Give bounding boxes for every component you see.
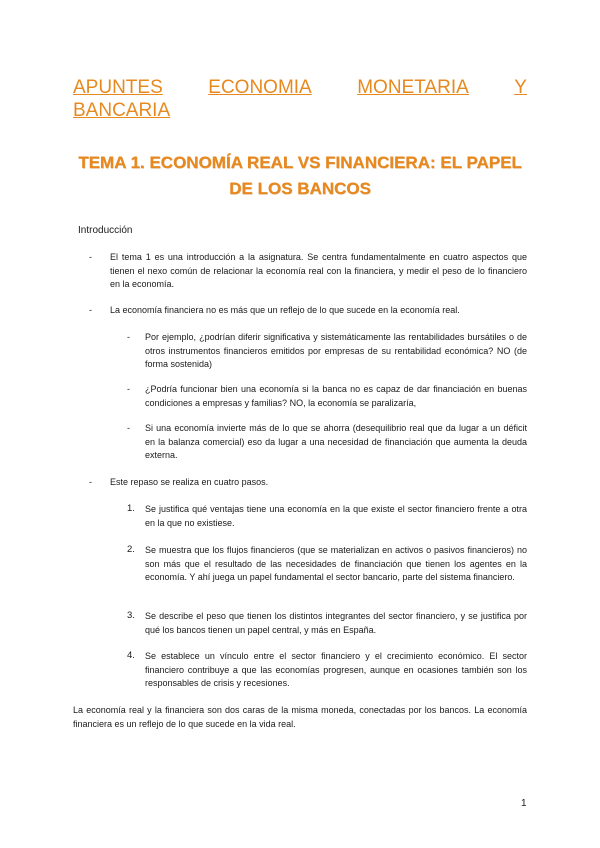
step-text: Se describe el peso que tienen los distintos integrantes del sector financiero, y se justifica por qué los bancos tienen un papel central, y más en España.: [145, 611, 527, 635]
bullet-dash: -: [89, 252, 92, 262]
closing-paragraph: La economía real y la financiera son dos caras de la misma moneda, conectadas por los bancos. La economía financiera es un reflejo de lo que sucede en la vida real.: [73, 705, 527, 729]
step-number: 1.: [127, 503, 135, 514]
bullet-text: Este repaso se realiza en cuatro pasos.: [110, 477, 269, 487]
step-text: Se establece un vínculo entre el sector financiero y el crecimiento económico. El sector financiero contribuye a que las economías progresen, aunque en ocasiones también son los responsables de crisis y recesiones.: [145, 651, 527, 688]
sub-bullet-text: ¿Podría funcionar bien una economía si la banca no es capaz de dar financiación en buenas condiciones a empresas y familias? NO, la economía se paralizaría,: [145, 384, 527, 408]
title-word: APUNTES: [73, 77, 163, 98]
bullet-dash: -: [89, 477, 92, 487]
title-word: ECONOMIA: [208, 77, 312, 98]
section-heading: Introducción: [78, 225, 133, 236]
sub-bullet-text: Por ejemplo, ¿podrían diferir significativa y sistemáticamente las rentabilidades bursátiles o de otros instrumentos financieros emitidos por empresas de su rentabilidad económica? NO (de forma sostenida): [145, 332, 527, 369]
step-number: 3.: [127, 610, 135, 621]
sub-bullet-dash: -: [127, 423, 130, 433]
step-text: Se muestra que los flujos financieros (que se materializan en activos o pasivos financieros) no son más que el resultado de las necesidades de financiación que tienen los agentes en la economía. Y ahí juega un papel fundamental el sector bancario, parte del sistema financiero.: [145, 545, 527, 582]
page-number: 1: [521, 798, 527, 809]
bullet-dash: -: [89, 305, 92, 315]
title-line-2: BANCARIA: [73, 100, 171, 121]
sub-bullet-text: Si una economía invierte más de lo que se ahorra (desequilibrio real que da lugar a un déficit en la balanza comercial) eso da lugar a una necesidad de financiación que aumenta la deuda externa.: [145, 423, 527, 460]
bullet-text: La economía financiera no es más que un reflejo de lo que sucede en la economía real.: [110, 305, 460, 315]
bullet-text: El tema 1 es una introducción a la asignatura. Se centra fundamentalmente en cuatro aspectos que tienen el nexo común de relacionar la economía real con la financiera, y medir el peso de lo financiero en la economía.: [110, 252, 527, 289]
title-word: Y: [514, 77, 527, 98]
document-title: [73, 76, 527, 122]
sub-bullet-dash: -: [127, 384, 130, 394]
step-number: 2.: [127, 544, 135, 555]
step-text: Se justifica qué ventajas tiene una economía en la que existe el sector financiero frente a otra en la que no existiese.: [145, 504, 527, 528]
chapter-title: TEMA 1. ECONOMÍA REAL VS FINANCIERA: EL PAPEL DE LOS BANCOS: [78, 153, 522, 198]
step-number: 4.: [127, 650, 135, 661]
title-word: MONETARIA: [357, 77, 469, 98]
sub-bullet-dash: -: [127, 332, 130, 342]
